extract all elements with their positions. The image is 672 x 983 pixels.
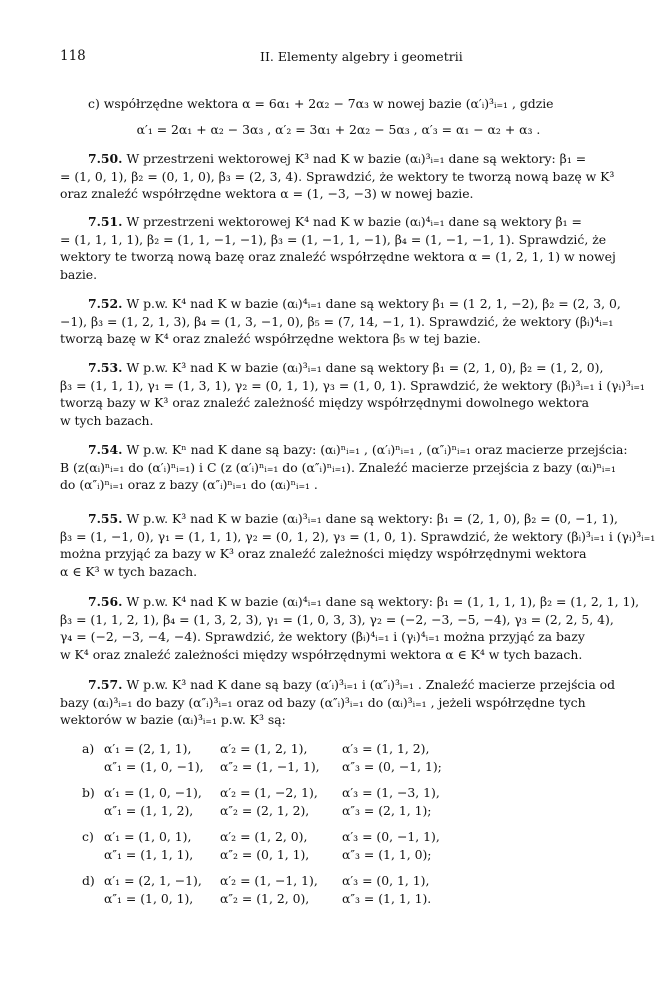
problem-7-57 <box>60 676 617 729</box>
problem-7-50 <box>60 150 617 203</box>
option-row <box>60 740 620 758</box>
problem-text-line: oraz znaleźć współrzędne wektora α = (1, −3, −3) w nowej bazie. <box>60 186 474 202</box>
option-vector: α″₁ = (1, 0, −1), <box>104 759 204 774</box>
problem-text-line: = (1, 1, 1, 1), β₂ = (1, 1, −1, −1), β₃ = (1, −1, 1, −1), β₄ = (1, −1, −1, 1). Sprawdzić, że <box>60 231 607 247</box>
option-vector: α″₃ = (2, 1, 1); <box>342 803 432 818</box>
item-c-formula: α′₁ = 2α₁ + α₂ − 3α₃ , α′₂ = 3α₁ + 2α₂ − 5α₃ , α′₃ = α₁ − α₂ + α₃ . <box>136 121 541 137</box>
problem-text-line: tworzą bazę w K⁴ oraz znaleźć współrzędne wektora β₅ w tej bazie. <box>60 331 481 347</box>
page-number: 118 <box>60 48 86 64</box>
problem-text-line: β₃ = (1, −1, 0), γ₁ = (1, 1, 1), γ₂ = (0, 1, 2), γ₃ = (1, 0, 1). Sprawdzić, że wektory (βᵢ)³ᵢ₌₁ i (γᵢ)³ᵢ₌₁ <box>60 528 656 544</box>
problem-text-line: α ∈ K³ w tych bazach. <box>60 563 198 579</box>
problem-number: 7.55. <box>88 511 123 526</box>
problem-text-line: W p.w. Kⁿ nad K dane są bazy: (αᵢ)ⁿᵢ₌₁ , (α′ᵢ)ⁿᵢ₌₁ , (α″ᵢ)ⁿᵢ₌₁ oraz macierze przejścia: <box>126 442 628 457</box>
page-header <box>60 48 615 68</box>
option-vector: α′₂ = (1, −1, 1), <box>220 873 318 888</box>
problem-text-line: B (z(αᵢ)ⁿᵢ₌₁ do (α′ᵢ)ⁿᵢ₌₁) i C (z (α′ᵢ)ⁿᵢ₌₁ do (α″ᵢ)ⁿᵢ₌₁). Znaleźć macierze przejścia z bazy (αᵢ)ⁿᵢ₌₁ <box>60 459 616 475</box>
problem-text-line: W p.w. K³ nad K dane są bazy (α′ᵢ)³ᵢ₌₁ i (α″ᵢ)³ᵢ₌₁ . Znaleźć macierze przejścia od <box>126 677 616 692</box>
problem-number: 7.57. <box>88 677 123 692</box>
problem-text-line: wektorów w bazie (αᵢ)³ᵢ₌₁ p.w. K³ są: <box>60 712 286 728</box>
option-label: d) <box>82 873 95 888</box>
problem-text-line: tworzą bazy w K³ oraz znaleźć zależność między współrzędnymi dowolnego wektora <box>60 395 589 411</box>
problem-7-54 <box>60 441 628 494</box>
problem-text-line: bazy (αᵢ)³ᵢ₌₁ do bazy (α″ᵢ)³ᵢ₌₁ oraz od bazy (α″ᵢ)³ᵢ₌₁ do (αᵢ)³ᵢ₌₁ , jeżeli współrzędne tych <box>60 694 586 710</box>
option-vector: α″₁ = (1, 0, 1), <box>104 891 194 906</box>
problem-text-line: β₃ = (1, 1, 1), γ₁ = (1, 3, 1), γ₂ = (0, 1, 1), γ₃ = (1, 0, 1). Sprawdzić, że wektory (βᵢ)³ᵢ₌₁ i (γᵢ)³ᵢ₌₁ <box>60 377 645 393</box>
running-head: II. Elementy algebry i geometrii <box>260 49 463 64</box>
option-vector: α″₃ = (0, −1, 1); <box>342 759 442 774</box>
option-vector: α′₃ = (1, −3, 1), <box>342 785 440 800</box>
problem-text-line: W p.w. K³ nad K w bazie (αᵢ)³ᵢ₌₁ dane są wektory β₁ = (2, 1, 0), β₂ = (1, 2, 0), <box>126 360 604 375</box>
problem-number: 7.53. <box>88 360 123 375</box>
problem-text-line: −1), β₃ = (1, 2, 1, 3), β₄ = (1, 3, −1, 0), β₅ = (7, 14, −1, 1). Sprawdzić, że wektory (βᵢ)⁴ᵢ₌₁ <box>60 313 614 329</box>
option-row <box>60 784 620 802</box>
problem-text-line: można przyjąć za bazy w K³ oraz znaleźć zależności między współrzędnymi wektora <box>60 546 587 562</box>
item-c-line: c) współrzędne wektora α = 6α₁ + 2α₂ − 7α₃ w nowej bazie (α′ᵢ)³ᵢ₌₁ , gdzie <box>88 96 554 111</box>
option-row <box>60 802 620 820</box>
problem-text-line: do (α″ᵢ)ⁿᵢ₌₁ oraz z bazy (α″ᵢ)ⁿᵢ₌₁ do (αᵢ)ⁿᵢ₌₁ . <box>60 477 318 493</box>
option-label: b) <box>82 785 95 800</box>
option-vector: α′₃ = (1, 1, 2), <box>342 741 430 756</box>
problem-text-line: wektory te tworzą nową bazę oraz znaleźć współrzędne wektora α = (1, 2, 1, 1) w nowej <box>60 249 616 265</box>
option-vector: α″₂ = (1, 2, 0), <box>220 891 310 906</box>
option-label: a) <box>82 741 95 756</box>
option-vector: α′₃ = (0, −1, 1), <box>342 829 440 844</box>
problem-7-55 <box>60 510 656 580</box>
option-vector: α′₂ = (1, 2, 1), <box>220 741 308 756</box>
option-vector: α″₁ = (1, 1, 2), <box>104 803 194 818</box>
option-row <box>60 872 620 890</box>
item-c <box>60 95 617 138</box>
option-vector: α′₃ = (0, 1, 1), <box>342 873 430 888</box>
problem-number: 7.54. <box>88 442 123 457</box>
problem-7-52 <box>60 295 621 348</box>
problem-text-line: γ₄ = (−2, −3, −4, −4). Sprawdzić, że wektory (βᵢ)⁴ᵢ₌₁ i (γᵢ)⁴ᵢ₌₁ można przyjąć za bazy <box>60 629 585 645</box>
option-vector: α′₂ = (1, 2, 0), <box>220 829 308 844</box>
option-vector: α′₂ = (1, −2, 1), <box>220 785 318 800</box>
option-vector: α′₁ = (2, 1, −1), <box>104 873 202 888</box>
problem-text-line: = (1, 0, 1), β₂ = (0, 1, 0), β₃ = (2, 3, 4). Sprawdzić, że wektory te tworzą nową bazę w K³ <box>60 168 615 184</box>
problem-number: 7.52. <box>88 296 123 311</box>
problem-text-line: W przestrzeni wektorowej K³ nad K w bazie (αᵢ)³ᵢ₌₁ dane są wektory: β₁ = <box>126 151 587 166</box>
option-vector: α″₃ = (1, 1, 1). <box>342 891 432 906</box>
option-row <box>60 828 620 846</box>
option-row <box>60 758 620 776</box>
problem-text-line: W przestrzeni wektorowej K⁴ nad K w bazie (αᵢ)⁴ᵢ₌₁ dane są wektory β₁ = <box>126 214 582 229</box>
problem-text-line: W p.w. K⁴ nad K w bazie (αᵢ)⁴ᵢ₌₁ dane są wektory: β₁ = (1, 1, 1, 1), β₂ = (1, 2, 1, 1), <box>126 594 640 609</box>
problem-7-51 <box>60 213 617 283</box>
problem-text-line: w tych bazach. <box>60 412 154 428</box>
problem-7-56 <box>60 593 640 663</box>
problem-text-line: W p.w. K⁴ nad K w bazie (αᵢ)⁴ᵢ₌₁ dane są wektory β₁ = (1 2, 1, −2), β₂ = (2, 3, 0, <box>126 296 621 311</box>
problem-text-line: w K⁴ oraz znaleźć zależności między współrzędnymi wektora α ∈ K⁴ w tych bazach. <box>60 646 583 662</box>
option-row <box>60 890 620 908</box>
option-vector: α′₁ = (1, 0, −1), <box>104 785 202 800</box>
option-vector: α″₂ = (1, −1, 1), <box>220 759 320 774</box>
problem-number: 7.50. <box>88 151 123 166</box>
problem-7-53 <box>60 359 645 429</box>
options-list <box>60 740 620 908</box>
option-vector: α″₂ = (2, 1, 2), <box>220 803 310 818</box>
problem-number: 7.51. <box>88 214 123 229</box>
option-vector: α′₁ = (1, 0, 1), <box>104 829 192 844</box>
option-vector: α″₃ = (1, 1, 0); <box>342 847 432 862</box>
option-row <box>60 846 620 864</box>
option-vector: α″₂ = (0, 1, 1), <box>220 847 310 862</box>
option-label: c) <box>82 829 94 844</box>
option-vector: α′₁ = (2, 1, 1), <box>104 741 192 756</box>
problem-text-line: bazie. <box>60 266 98 282</box>
problem-number: 7.56. <box>88 594 123 609</box>
option-vector: α″₁ = (1, 1, 1), <box>104 847 194 862</box>
problem-text-line: β₃ = (1, 1, 2, 1), β₄ = (1, 3, 2, 3), γ₁ = (1, 0, 3, 3), γ₂ = (−2, −3, −5, −4), γ₃ = (2, 2, 5, 4), <box>60 611 614 627</box>
problem-text-line: W p.w. K³ nad K w bazie (αᵢ)³ᵢ₌₁ dane są wektory: β₁ = (2, 1, 0), β₂ = (0, −1, 1), <box>126 511 618 526</box>
